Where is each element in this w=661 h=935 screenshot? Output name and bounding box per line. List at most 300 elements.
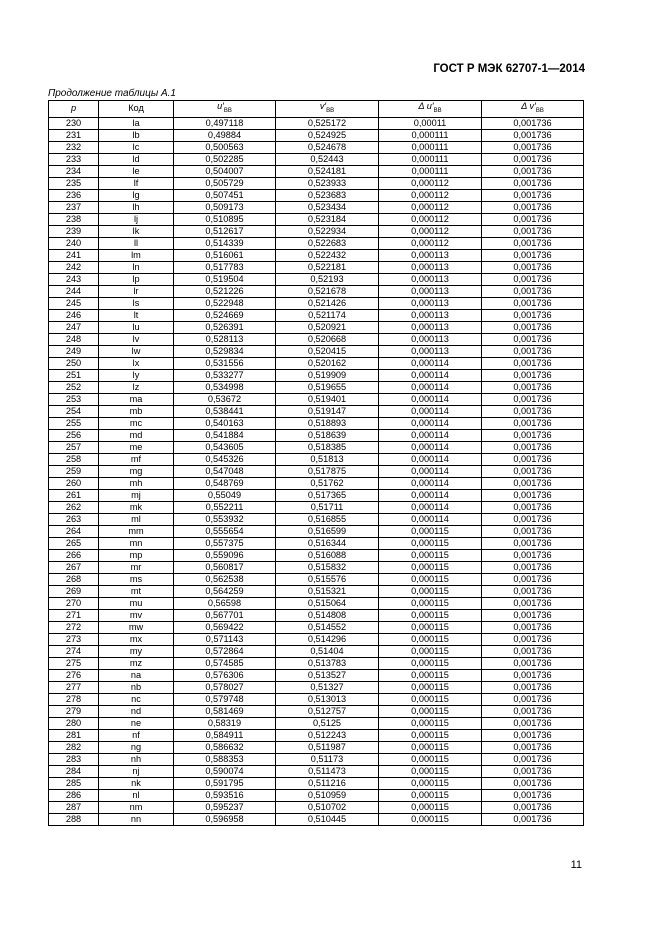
table-row bbox=[49, 177, 584, 189]
cell-u: 0,519504 bbox=[174, 273, 276, 285]
cell-dv: 0,001736 bbox=[482, 213, 584, 225]
cell-u: 0,528113 bbox=[174, 333, 276, 345]
table-row bbox=[49, 489, 584, 501]
cell-dv: 0,001736 bbox=[482, 429, 584, 441]
header-dv-subscript: BB bbox=[535, 107, 544, 114]
cell-u: 0,540163 bbox=[174, 417, 276, 429]
cell-dv: 0,001736 bbox=[482, 201, 584, 213]
cell-du: 0,000115 bbox=[379, 789, 482, 801]
table-row bbox=[49, 753, 584, 765]
cell-code: lc bbox=[99, 141, 174, 153]
cell-dv: 0,001736 bbox=[482, 333, 584, 345]
table-row bbox=[49, 165, 584, 177]
table-row bbox=[49, 573, 584, 585]
cell-u: 0,576306 bbox=[174, 669, 276, 681]
cell-du: 0,000115 bbox=[379, 777, 482, 789]
cell-du: 0,000115 bbox=[379, 621, 482, 633]
cell-code: mc bbox=[99, 417, 174, 429]
cell-du: 0,000115 bbox=[379, 669, 482, 681]
cell-code: lk bbox=[99, 225, 174, 237]
cell-v: 0,521174 bbox=[276, 309, 379, 321]
table-row bbox=[49, 273, 584, 285]
cell-du: 0,000115 bbox=[379, 549, 482, 561]
cell-code: lb bbox=[99, 129, 174, 141]
cell-p: 234 bbox=[49, 165, 99, 177]
cell-v: 0,522934 bbox=[276, 225, 379, 237]
cell-dv: 0,001736 bbox=[482, 249, 584, 261]
cell-code: lm bbox=[99, 249, 174, 261]
cell-v: 0,515064 bbox=[276, 597, 379, 609]
cell-code: mz bbox=[99, 657, 174, 669]
cell-u: 0,502285 bbox=[174, 153, 276, 165]
cell-code: mr bbox=[99, 561, 174, 573]
cell-dv: 0,001736 bbox=[482, 813, 584, 825]
cell-du: 0,000115 bbox=[379, 525, 482, 537]
cell-v: 0,513783 bbox=[276, 657, 379, 669]
cell-code: ld bbox=[99, 153, 174, 165]
cell-u: 0,553932 bbox=[174, 513, 276, 525]
cell-v: 0,516599 bbox=[276, 525, 379, 537]
cell-v: 0,51813 bbox=[276, 453, 379, 465]
cell-u: 0,584911 bbox=[174, 729, 276, 741]
cell-code: mw bbox=[99, 621, 174, 633]
cell-du: 0,000113 bbox=[379, 261, 482, 273]
cell-u: 0,569422 bbox=[174, 621, 276, 633]
cell-code: nh bbox=[99, 753, 174, 765]
cell-du: 0,000113 bbox=[379, 285, 482, 297]
cell-v: 0,510959 bbox=[276, 789, 379, 801]
cell-p: 262 bbox=[49, 501, 99, 513]
cell-p: 238 bbox=[49, 213, 99, 225]
header-v-label: v′ bbox=[319, 101, 327, 111]
cell-v: 0,524925 bbox=[276, 129, 379, 141]
cell-v: 0,523933 bbox=[276, 177, 379, 189]
table-row bbox=[49, 345, 584, 357]
table-row bbox=[49, 525, 584, 537]
cell-p: 266 bbox=[49, 549, 99, 561]
cell-p: 239 bbox=[49, 225, 99, 237]
table-row bbox=[49, 633, 584, 645]
cell-v: 0,522181 bbox=[276, 261, 379, 273]
cell-p: 263 bbox=[49, 513, 99, 525]
cell-p: 237 bbox=[49, 201, 99, 213]
cell-u: 0,560817 bbox=[174, 561, 276, 573]
cell-p: 251 bbox=[49, 369, 99, 381]
cell-dv: 0,001736 bbox=[482, 717, 584, 729]
cell-p: 258 bbox=[49, 453, 99, 465]
table-row bbox=[49, 285, 584, 297]
table-caption: Продолжение таблицы А.1 bbox=[48, 88, 176, 99]
table-row bbox=[49, 465, 584, 477]
cell-du: 0,000112 bbox=[379, 177, 482, 189]
table-row bbox=[49, 153, 584, 165]
cell-code: mn bbox=[99, 537, 174, 549]
table-row bbox=[49, 369, 584, 381]
cell-p: 273 bbox=[49, 633, 99, 645]
table-row bbox=[49, 357, 584, 369]
cell-u: 0,588353 bbox=[174, 753, 276, 765]
cell-du: 0,000114 bbox=[379, 405, 482, 417]
cell-du: 0,000111 bbox=[379, 141, 482, 153]
cell-du: 0,000114 bbox=[379, 393, 482, 405]
table-row bbox=[49, 309, 584, 321]
cell-u: 0,516061 bbox=[174, 249, 276, 261]
table-row bbox=[49, 513, 584, 525]
cell-dv: 0,001736 bbox=[482, 369, 584, 381]
cell-v: 0,515321 bbox=[276, 585, 379, 597]
cell-du: 0,000114 bbox=[379, 501, 482, 513]
cell-u: 0,512617 bbox=[174, 225, 276, 237]
cell-u: 0,55049 bbox=[174, 489, 276, 501]
header-v bbox=[276, 101, 379, 118]
cell-v: 0,512757 bbox=[276, 705, 379, 717]
table-row bbox=[49, 549, 584, 561]
cell-du: 0,000112 bbox=[379, 225, 482, 237]
cell-du: 0,000111 bbox=[379, 129, 482, 141]
cell-code: mh bbox=[99, 477, 174, 489]
cell-u: 0,56598 bbox=[174, 597, 276, 609]
cell-v: 0,52443 bbox=[276, 153, 379, 165]
table-row bbox=[49, 201, 584, 213]
cell-dv: 0,001736 bbox=[482, 225, 584, 237]
table-row bbox=[49, 669, 584, 681]
cell-du: 0,000115 bbox=[379, 633, 482, 645]
cell-p: 245 bbox=[49, 297, 99, 309]
table-row bbox=[49, 609, 584, 621]
cell-p: 284 bbox=[49, 765, 99, 777]
cell-v: 0,517875 bbox=[276, 465, 379, 477]
cell-v: 0,521426 bbox=[276, 297, 379, 309]
cell-code: mx bbox=[99, 633, 174, 645]
cell-code: ls bbox=[99, 297, 174, 309]
cell-du: 0,000115 bbox=[379, 681, 482, 693]
cell-code: lv bbox=[99, 333, 174, 345]
cell-u: 0,564259 bbox=[174, 585, 276, 597]
header-du bbox=[379, 101, 482, 118]
cell-du: 0,000115 bbox=[379, 801, 482, 813]
cell-dv: 0,001736 bbox=[482, 513, 584, 525]
table-row bbox=[49, 777, 584, 789]
table-row bbox=[49, 585, 584, 597]
cell-du: 0,000114 bbox=[379, 381, 482, 393]
cell-code: nl bbox=[99, 789, 174, 801]
table-row bbox=[49, 429, 584, 441]
cell-v: 0,513013 bbox=[276, 693, 379, 705]
cell-p: 261 bbox=[49, 489, 99, 501]
cell-p: 280 bbox=[49, 717, 99, 729]
table-row bbox=[49, 441, 584, 453]
cell-code: nk bbox=[99, 777, 174, 789]
cell-code: ne bbox=[99, 717, 174, 729]
cell-du: 0,000113 bbox=[379, 333, 482, 345]
cell-v: 0,519655 bbox=[276, 381, 379, 393]
table-body bbox=[49, 117, 584, 825]
table-row bbox=[49, 729, 584, 741]
cell-code: mv bbox=[99, 609, 174, 621]
cell-p: 256 bbox=[49, 429, 99, 441]
cell-code: ly bbox=[99, 369, 174, 381]
cell-p: 236 bbox=[49, 189, 99, 201]
cell-v: 0,51404 bbox=[276, 645, 379, 657]
table-row bbox=[49, 789, 584, 801]
cell-du: 0,000115 bbox=[379, 657, 482, 669]
cell-dv: 0,001736 bbox=[482, 801, 584, 813]
header-u-label: u′ bbox=[217, 101, 224, 111]
cell-u: 0,521226 bbox=[174, 285, 276, 297]
cell-code: lh bbox=[99, 201, 174, 213]
cell-du: 0,000115 bbox=[379, 729, 482, 741]
cell-du: 0,000114 bbox=[379, 357, 482, 369]
table-row bbox=[49, 597, 584, 609]
cell-code: lr bbox=[99, 285, 174, 297]
cell-dv: 0,001736 bbox=[482, 705, 584, 717]
cell-dv: 0,001736 bbox=[482, 345, 584, 357]
cell-du: 0,000115 bbox=[379, 537, 482, 549]
cell-dv: 0,001736 bbox=[482, 777, 584, 789]
cell-dv: 0,001736 bbox=[482, 417, 584, 429]
cell-p: 253 bbox=[49, 393, 99, 405]
cell-du: 0,000115 bbox=[379, 705, 482, 717]
table-row bbox=[49, 297, 584, 309]
cell-v: 0,514296 bbox=[276, 633, 379, 645]
cell-v: 0,515576 bbox=[276, 573, 379, 585]
cell-u: 0,509173 bbox=[174, 201, 276, 213]
table-row bbox=[49, 741, 584, 753]
cell-u: 0,507451 bbox=[174, 189, 276, 201]
cell-code: mu bbox=[99, 597, 174, 609]
cell-dv: 0,001736 bbox=[482, 765, 584, 777]
table-row bbox=[49, 117, 584, 129]
cell-v: 0,515832 bbox=[276, 561, 379, 573]
table-row bbox=[49, 249, 584, 261]
table-row bbox=[49, 393, 584, 405]
cell-p: 285 bbox=[49, 777, 99, 789]
cell-p: 233 bbox=[49, 153, 99, 165]
page-number: 11 bbox=[570, 859, 582, 871]
cell-v: 0,523184 bbox=[276, 213, 379, 225]
header-code-label: Код bbox=[128, 103, 144, 114]
table-row bbox=[49, 705, 584, 717]
cell-du: 0,000114 bbox=[379, 429, 482, 441]
cell-p: 249 bbox=[49, 345, 99, 357]
cell-dv: 0,001736 bbox=[482, 561, 584, 573]
table-row bbox=[49, 405, 584, 417]
cell-p: 288 bbox=[49, 813, 99, 825]
cell-code: mp bbox=[99, 549, 174, 561]
cell-dv: 0,001736 bbox=[482, 321, 584, 333]
cell-v: 0,51327 bbox=[276, 681, 379, 693]
cell-du: 0,000114 bbox=[379, 465, 482, 477]
cell-v: 0,51711 bbox=[276, 501, 379, 513]
header-u bbox=[174, 101, 276, 118]
cell-dv: 0,001736 bbox=[482, 537, 584, 549]
cell-code: ms bbox=[99, 573, 174, 585]
cell-code: mf bbox=[99, 453, 174, 465]
cell-du: 0,000114 bbox=[379, 513, 482, 525]
table-row bbox=[49, 321, 584, 333]
table-row bbox=[49, 813, 584, 825]
cell-p: 269 bbox=[49, 585, 99, 597]
cell-code: mt bbox=[99, 585, 174, 597]
cell-du: 0,000115 bbox=[379, 813, 482, 825]
cell-u: 0,534998 bbox=[174, 381, 276, 393]
table-row bbox=[49, 453, 584, 465]
cell-code: na bbox=[99, 669, 174, 681]
cell-du: 0,000114 bbox=[379, 489, 482, 501]
cell-code: lz bbox=[99, 381, 174, 393]
cell-dv: 0,001736 bbox=[482, 393, 584, 405]
table-row bbox=[49, 645, 584, 657]
cell-dv: 0,001736 bbox=[482, 237, 584, 249]
cell-p: 277 bbox=[49, 681, 99, 693]
cell-du: 0,000112 bbox=[379, 237, 482, 249]
table-row bbox=[49, 681, 584, 693]
cell-v: 0,519909 bbox=[276, 369, 379, 381]
cell-p: 230 bbox=[49, 117, 99, 129]
cell-p: 264 bbox=[49, 525, 99, 537]
cell-du: 0,000113 bbox=[379, 345, 482, 357]
cell-dv: 0,001736 bbox=[482, 465, 584, 477]
table-row bbox=[49, 237, 584, 249]
cell-dv: 0,001736 bbox=[482, 741, 584, 753]
cell-dv: 0,001736 bbox=[482, 441, 584, 453]
cell-dv: 0,001736 bbox=[482, 285, 584, 297]
cell-code: lp bbox=[99, 273, 174, 285]
cell-code: mj bbox=[99, 489, 174, 501]
cell-dv: 0,001736 bbox=[482, 669, 584, 681]
cell-u: 0,557375 bbox=[174, 537, 276, 549]
cell-u: 0,586632 bbox=[174, 741, 276, 753]
cell-du: 0,000115 bbox=[379, 645, 482, 657]
cell-u: 0,574585 bbox=[174, 657, 276, 669]
cell-p: 246 bbox=[49, 309, 99, 321]
cell-code: lg bbox=[99, 189, 174, 201]
cell-p: 240 bbox=[49, 237, 99, 249]
cell-du: 0,000115 bbox=[379, 609, 482, 621]
cell-code: me bbox=[99, 441, 174, 453]
cell-v: 0,524181 bbox=[276, 165, 379, 177]
cell-du: 0,00011 bbox=[379, 117, 482, 129]
cell-u: 0,552211 bbox=[174, 501, 276, 513]
cell-v: 0,522683 bbox=[276, 237, 379, 249]
cell-code: my bbox=[99, 645, 174, 657]
cell-du: 0,000115 bbox=[379, 693, 482, 705]
header-dv-label: Δ v′ bbox=[521, 101, 536, 111]
cell-p: 254 bbox=[49, 405, 99, 417]
table-row bbox=[49, 189, 584, 201]
table-row bbox=[49, 225, 584, 237]
cell-v: 0,522432 bbox=[276, 249, 379, 261]
cell-du: 0,000114 bbox=[379, 417, 482, 429]
cell-v: 0,519401 bbox=[276, 393, 379, 405]
cell-du: 0,000115 bbox=[379, 561, 482, 573]
table-row bbox=[49, 561, 584, 573]
cell-u: 0,578027 bbox=[174, 681, 276, 693]
cell-p: 279 bbox=[49, 705, 99, 717]
table-row bbox=[49, 537, 584, 549]
cell-v: 0,514552 bbox=[276, 621, 379, 633]
cell-p: 282 bbox=[49, 741, 99, 753]
table-header-row bbox=[49, 101, 584, 118]
cell-dv: 0,001736 bbox=[482, 117, 584, 129]
cell-u: 0,547048 bbox=[174, 465, 276, 477]
cell-p: 270 bbox=[49, 597, 99, 609]
cell-p: 231 bbox=[49, 129, 99, 141]
cell-du: 0,000113 bbox=[379, 273, 482, 285]
cell-v: 0,519147 bbox=[276, 405, 379, 417]
cell-v: 0,518639 bbox=[276, 429, 379, 441]
cell-du: 0,000114 bbox=[379, 441, 482, 453]
document-header: ГОСТ Р МЭК 62707-1—2014 bbox=[433, 63, 585, 75]
cell-v: 0,510702 bbox=[276, 801, 379, 813]
cell-code: nb bbox=[99, 681, 174, 693]
cell-u: 0,510895 bbox=[174, 213, 276, 225]
cell-u: 0,517783 bbox=[174, 261, 276, 273]
cell-u: 0,524669 bbox=[174, 309, 276, 321]
data-table bbox=[48, 100, 584, 826]
cell-u: 0,572864 bbox=[174, 645, 276, 657]
cell-du: 0,000111 bbox=[379, 165, 482, 177]
cell-dv: 0,001736 bbox=[482, 153, 584, 165]
cell-u: 0,522948 bbox=[174, 297, 276, 309]
cell-v: 0,520921 bbox=[276, 321, 379, 333]
cell-v: 0,514808 bbox=[276, 609, 379, 621]
cell-dv: 0,001736 bbox=[482, 789, 584, 801]
cell-p: 281 bbox=[49, 729, 99, 741]
cell-dv: 0,001736 bbox=[482, 405, 584, 417]
cell-du: 0,000113 bbox=[379, 321, 482, 333]
table-row bbox=[49, 765, 584, 777]
cell-p: 283 bbox=[49, 753, 99, 765]
cell-p: 271 bbox=[49, 609, 99, 621]
cell-v: 0,513527 bbox=[276, 669, 379, 681]
cell-du: 0,000114 bbox=[379, 369, 482, 381]
cell-dv: 0,001736 bbox=[482, 189, 584, 201]
cell-code: lu bbox=[99, 321, 174, 333]
cell-code: lt bbox=[99, 309, 174, 321]
cell-u: 0,579748 bbox=[174, 693, 276, 705]
cell-code: nm bbox=[99, 801, 174, 813]
table-row bbox=[49, 477, 584, 489]
cell-dv: 0,001736 bbox=[482, 585, 584, 597]
table-row bbox=[49, 717, 584, 729]
cell-v: 0,523434 bbox=[276, 201, 379, 213]
cell-u: 0,526391 bbox=[174, 321, 276, 333]
cell-dv: 0,001736 bbox=[482, 489, 584, 501]
cell-p: 235 bbox=[49, 177, 99, 189]
cell-code: nn bbox=[99, 813, 174, 825]
header-u-subscript: BB bbox=[223, 107, 232, 114]
cell-p: 259 bbox=[49, 465, 99, 477]
cell-code: nc bbox=[99, 693, 174, 705]
cell-du: 0,000112 bbox=[379, 189, 482, 201]
cell-u: 0,500563 bbox=[174, 141, 276, 153]
cell-v: 0,511987 bbox=[276, 741, 379, 753]
cell-p: 244 bbox=[49, 285, 99, 297]
cell-dv: 0,001736 bbox=[482, 573, 584, 585]
cell-v: 0,516344 bbox=[276, 537, 379, 549]
cell-v: 0,525172 bbox=[276, 117, 379, 129]
cell-dv: 0,001736 bbox=[482, 597, 584, 609]
cell-u: 0,562538 bbox=[174, 573, 276, 585]
cell-code: nd bbox=[99, 705, 174, 717]
cell-p: 260 bbox=[49, 477, 99, 489]
table-row bbox=[49, 129, 584, 141]
table-row bbox=[49, 333, 584, 345]
cell-du: 0,000115 bbox=[379, 585, 482, 597]
cell-code: mg bbox=[99, 465, 174, 477]
cell-u: 0,593516 bbox=[174, 789, 276, 801]
